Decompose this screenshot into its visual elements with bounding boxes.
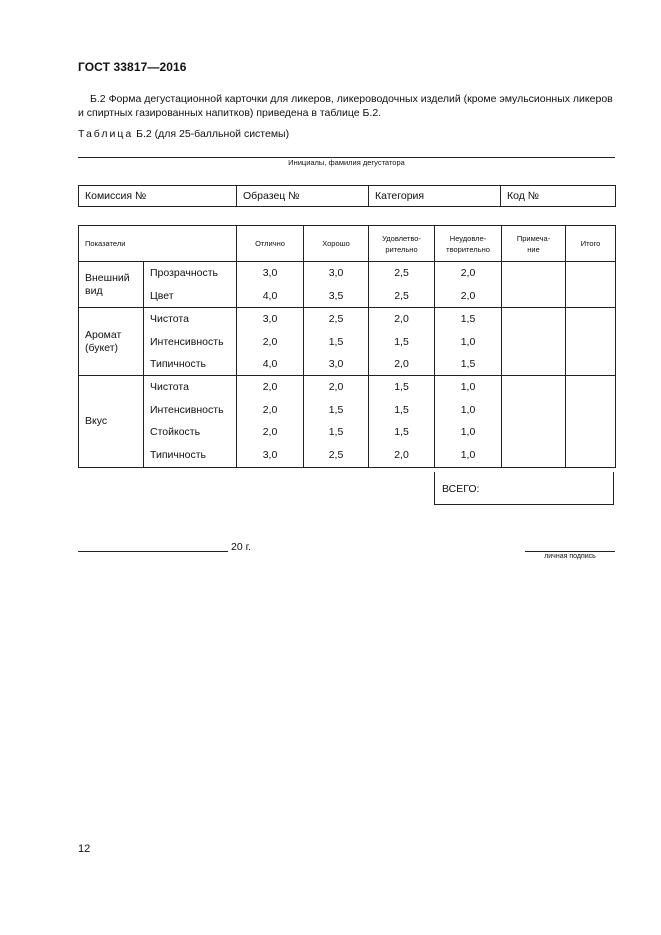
grand-total-label: ВСЕГО:	[442, 483, 480, 495]
score-excellent: 3,0	[237, 262, 304, 285]
signature-line[interactable]	[525, 551, 615, 552]
group-appearance-line-2: вид	[85, 284, 103, 297]
header-indicators: Показатели	[79, 226, 237, 262]
header-notes-line-2: ние	[527, 244, 540, 254]
score-unsatisfactory: 1,0	[435, 399, 502, 421]
header-unsatisfactory-line-2: творительно	[446, 244, 490, 254]
score-good: 3,0	[304, 353, 369, 376]
document-code: ГОСТ 33817—2016	[78, 60, 187, 74]
criterion-cell: Интенсивность	[144, 399, 237, 421]
header-excellent: Отлично	[237, 226, 304, 262]
score-good: 3,5	[304, 285, 369, 308]
notes-cell[interactable]	[502, 262, 566, 308]
group-aroma	[79, 308, 144, 376]
score-unsatisfactory: 1,0	[435, 331, 502, 353]
notes-cell[interactable]	[502, 376, 566, 468]
score-satisfactory: 2,5	[369, 262, 435, 285]
score-satisfactory: 1,5	[369, 399, 435, 421]
header-satisfactory	[369, 226, 435, 262]
category-field[interactable]: Категория	[369, 186, 501, 207]
header-unsatisfactory	[435, 226, 502, 262]
score-excellent: 2,0	[237, 399, 304, 421]
score-satisfactory: 2,0	[369, 308, 435, 331]
score-excellent: 4,0	[237, 285, 304, 308]
score-good: 2,5	[304, 444, 369, 468]
score-unsatisfactory: 2,0	[435, 285, 502, 308]
score-good: 1,5	[304, 421, 369, 444]
criterion-cell: Прозрачность	[144, 262, 237, 285]
criterion-cell: Стойкость	[144, 421, 237, 444]
header-notes-line-1: Примеча-	[516, 233, 551, 243]
criterion-cell: Чистота	[144, 308, 237, 331]
score-excellent: 3,0	[237, 444, 304, 468]
criterion-cell: Интенсивность	[144, 331, 237, 353]
score-satisfactory: 2,5	[369, 285, 435, 308]
header-good: Хорошо	[304, 226, 369, 262]
score-satisfactory: 2,0	[369, 353, 435, 376]
score-excellent: 2,0	[237, 376, 304, 399]
criterion-cell: Цвет	[144, 285, 237, 308]
date-line[interactable]	[78, 551, 228, 552]
group-taste-label: Вкус	[85, 415, 108, 427]
group-aroma-line-1: Аромат	[85, 328, 122, 341]
total-cell[interactable]	[566, 262, 616, 308]
score-satisfactory: 1,5	[369, 421, 435, 444]
score-satisfactory: 2,0	[369, 444, 435, 468]
score-excellent: 3,0	[237, 308, 304, 331]
score-excellent: 4,0	[237, 353, 304, 376]
group-appearance	[79, 262, 144, 308]
score-table	[78, 225, 616, 468]
group-taste	[79, 376, 144, 468]
header-unsatisfactory-line-1: Неудовле-	[449, 233, 487, 243]
score-excellent: 2,0	[237, 421, 304, 444]
score-unsatisfactory: 1,5	[435, 308, 502, 331]
table-caption-rest: Б.2 (для 25-балльной системы)	[133, 128, 290, 140]
info-table	[78, 185, 616, 207]
header-satisfactory-line-1: Удовлетво-	[382, 233, 421, 243]
score-satisfactory: 1,5	[369, 376, 435, 399]
group-appearance-line-1: Внешний	[85, 271, 130, 284]
score-good: 1,5	[304, 331, 369, 353]
score-excellent: 2,0	[237, 331, 304, 353]
header-total: Итого	[566, 226, 616, 262]
table-caption	[78, 128, 289, 140]
total-cell[interactable]	[566, 376, 616, 468]
table-caption-word: Таблица	[78, 128, 134, 140]
score-unsatisfactory: 1,5	[435, 353, 502, 376]
criterion-cell: Типичность	[144, 353, 237, 376]
commission-field[interactable]: Комиссия №	[79, 186, 237, 207]
score-unsatisfactory: 1,0	[435, 421, 502, 444]
intro-paragraph: Б.2 Форма дегустационной карточки для ликеров, ликероводочных изделий (кроме эмульсионных ликеров и спиртных газированных напитков) приведена в таблице Б.2.	[78, 93, 613, 119]
criterion-cell: Типичность	[144, 444, 237, 468]
score-good: 2,5	[304, 308, 369, 331]
grand-total-box[interactable]	[434, 472, 614, 505]
score-satisfactory: 1,5	[369, 331, 435, 353]
sample-field[interactable]: Образец №	[237, 186, 369, 207]
score-good: 1,5	[304, 399, 369, 421]
signature-label: личная подпись	[544, 553, 596, 560]
header-notes	[502, 226, 566, 262]
date-year-suffix: 20 г.	[231, 541, 252, 553]
code-field[interactable]: Код №	[501, 186, 616, 207]
taster-name-label: Инициалы, фамилия дегустатора	[288, 158, 405, 167]
score-good: 2,0	[304, 376, 369, 399]
notes-cell[interactable]	[502, 308, 566, 376]
score-unsatisfactory: 1,0	[435, 444, 502, 468]
header-satisfactory-line-2: рительно	[385, 244, 418, 254]
score-good: 3,0	[304, 262, 369, 285]
score-unsatisfactory: 1,0	[435, 376, 502, 399]
page-number: 12	[78, 843, 91, 855]
total-cell[interactable]	[566, 308, 616, 376]
score-unsatisfactory: 2,0	[435, 262, 502, 285]
group-aroma-line-2: (букет)	[85, 341, 119, 354]
criterion-cell: Чистота	[144, 376, 237, 399]
